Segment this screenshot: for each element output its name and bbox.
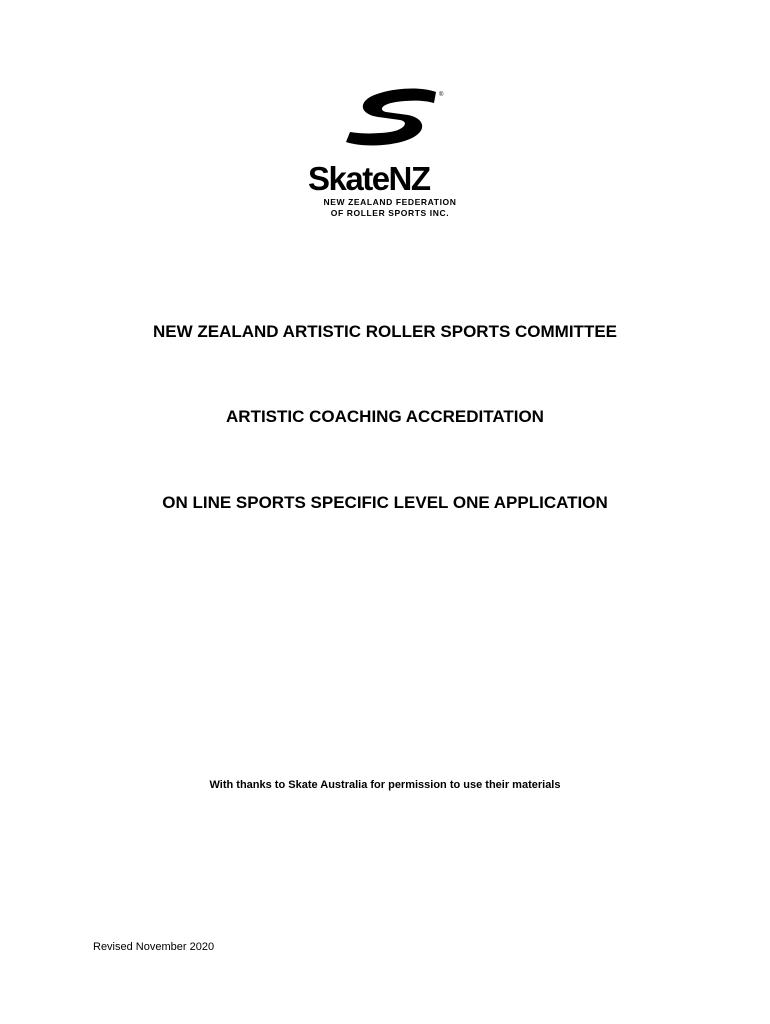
committee-heading: NEW ZEALAND ARTISTIC ROLLER SPORTS COMMITTEE: [152, 322, 618, 341]
accreditation-heading: ARTISTIC COACHING ACCREDITATION: [226, 407, 544, 426]
application-heading: ON LINE SPORTS SPECIFIC LEVEL ONE APPLICATION: [162, 493, 608, 512]
logo-brand-text: SkateNZ: [308, 160, 430, 197]
logo-subtitle-line2: OF ROLLER SPORTS INC.: [330, 208, 450, 218]
acknowledgement-text: With thanks to Skate Australia for permission to use their materials: [209, 779, 561, 791]
revised-date-footer: Revised November 2020: [93, 941, 215, 953]
registered-mark: ®: [439, 92, 444, 98]
swoosh-s-logo-icon: [300, 84, 470, 164]
skatenz-logo: [300, 84, 470, 224]
logo-subtitle-line1: NEW ZEALAND FEDERATION: [323, 197, 457, 207]
